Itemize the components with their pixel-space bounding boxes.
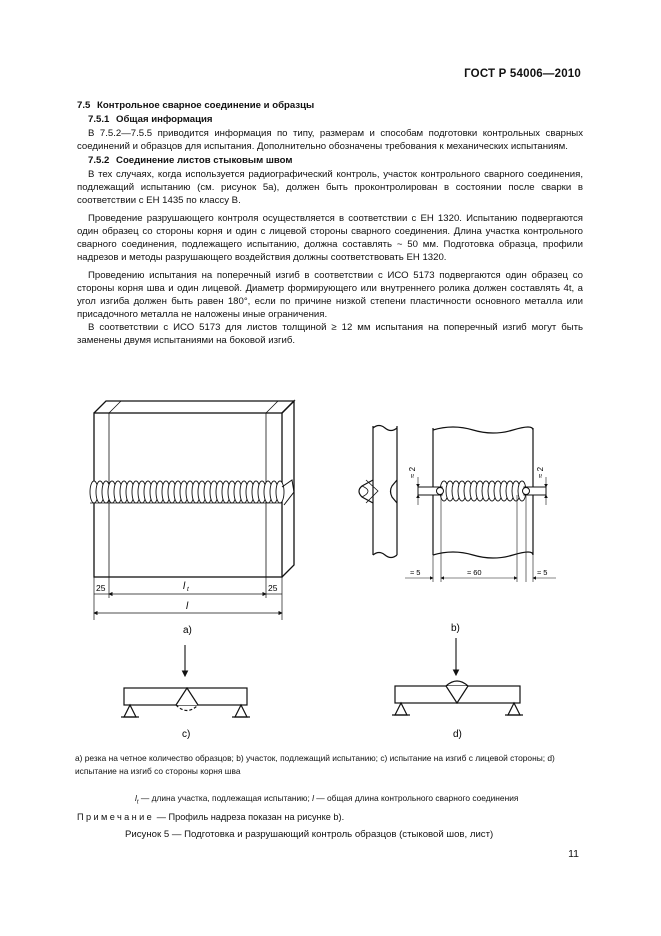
weld-bead-a: [90, 481, 284, 503]
dim-5-left: ≈ 5: [410, 568, 421, 577]
main-text: [77, 99, 583, 347]
gap-right-label: ≈ 2: [536, 466, 545, 478]
standard-code: ГОСТ Р 54006—2010: [464, 68, 581, 80]
dim-60: ≈ 60: [467, 568, 482, 577]
dim-25-left: 25: [96, 583, 106, 593]
legend-symbol-l: l: [312, 793, 314, 803]
paragraph: В соответствии с ИСО 5173 для листов толщиной ≥ 12 мм испытания на поперечный изгиб могут быть заменены двумя испытаниями на боковой изгиб.: [77, 322, 583, 346]
note-prefix: Примечание: [77, 812, 155, 822]
section-number: 7.5: [77, 100, 91, 111]
bend-test-face: [121, 645, 250, 717]
bend-test-root: [392, 638, 523, 715]
legend-symbol-lt: l: [135, 793, 137, 803]
label-d: d): [453, 729, 462, 740]
label-a: a): [183, 625, 192, 636]
label-c: c): [182, 729, 191, 740]
weld-ripple: [276, 481, 284, 503]
paragraph: Проведение разрушающего контроля осуществляется в соответствии с ЕН 1320. Испытанию подвергаются один образец со стороны корня и один с лицевой стороны сварного соединения. Длина участка контрольного сварного соединения, подлежащего испытанию, должна составлять ~ 50 мм. Подготовка образца, профили надрезов и методы разрушающего воздействия должны соответствовать ЕН 1320.: [77, 213, 583, 263]
legend-text-1: — длина участка, подлежащая испытанию;: [138, 793, 313, 803]
figure-5-drawing: [0, 385, 661, 745]
note-text: — Профиль надреза показан на рисунке b).: [154, 812, 345, 822]
dim-5-right: ≈ 5: [537, 568, 548, 577]
legend-text-2: — общая длина контрольного сварного соединения: [313, 793, 519, 803]
subsection-title: Соединение листов стыковым швом: [116, 155, 293, 166]
figure-note: [77, 812, 344, 822]
subsection-number: 7.5.1: [88, 114, 110, 125]
dim-25-right: 25: [268, 583, 278, 593]
subsection-title: Общая информация: [116, 114, 213, 125]
label-b: b): [451, 623, 460, 634]
dim-l-symbol: l: [186, 601, 189, 612]
weld-bead-b: [440, 481, 526, 501]
paragraph: Проведению испытания на поперечный изгиб в соответствии с ИСО 5173 подвергаются один образец со стороны корня шва и один лицевой. Диаметр формирующего или внутреннего ролика должен составлять 4t, а угол изгиба должен быть равен 180°, если по причине низкой степени пластичности основного металла или присадочного металла не наложены иные ограничения.: [77, 270, 583, 320]
figure-title: Рисунок 5 — Подготовка и разрушающий контроль образцов (стыковой шов, лист): [125, 829, 494, 840]
subsection-heading-7-5-2: [77, 154, 583, 167]
figure-5-svg: [0, 385, 661, 745]
figure-legend: [135, 793, 518, 806]
section-heading-7-5: [77, 99, 583, 112]
dim-lt-symbol: l: [183, 581, 186, 592]
legend-symbol-lt-sub: t: [136, 799, 139, 806]
page-number: 11: [568, 848, 579, 860]
section-title: Контрольное сварное соединение и образцы: [97, 100, 315, 111]
dimensions-a: [94, 577, 282, 620]
side-section-b: [359, 426, 397, 558]
paragraph: В тех случаях, когда используется радиографический контроль, участок контрольного сварного соединения, подлежащий испытанию (см. рисунок 5а), должен быть проконтролирован в состоянии после сварки в соответствии с ЕН 1435 по классу В.: [77, 169, 583, 206]
gap-left-label: ≈ 2: [408, 466, 417, 478]
dim-lt-subscript: t: [187, 586, 189, 593]
subsection-number: 7.5.2: [88, 155, 110, 166]
paragraph: В 7.5.2—7.5.5 приводится информация по типу, размерам и способам подготовки контрольных сварных соединений и образцов для испытания. Дополнительно обозначены требования к механических испытаниям.: [77, 128, 583, 152]
figure-caption: a) резка на четное количество образцов; b) участок, подлежащий испытанию; c) испытание на изгиб с лицевой стороны; d) испытание на изгиб со стороны корня шва: [75, 753, 555, 776]
subsection-heading-7-5-1: [77, 113, 583, 126]
